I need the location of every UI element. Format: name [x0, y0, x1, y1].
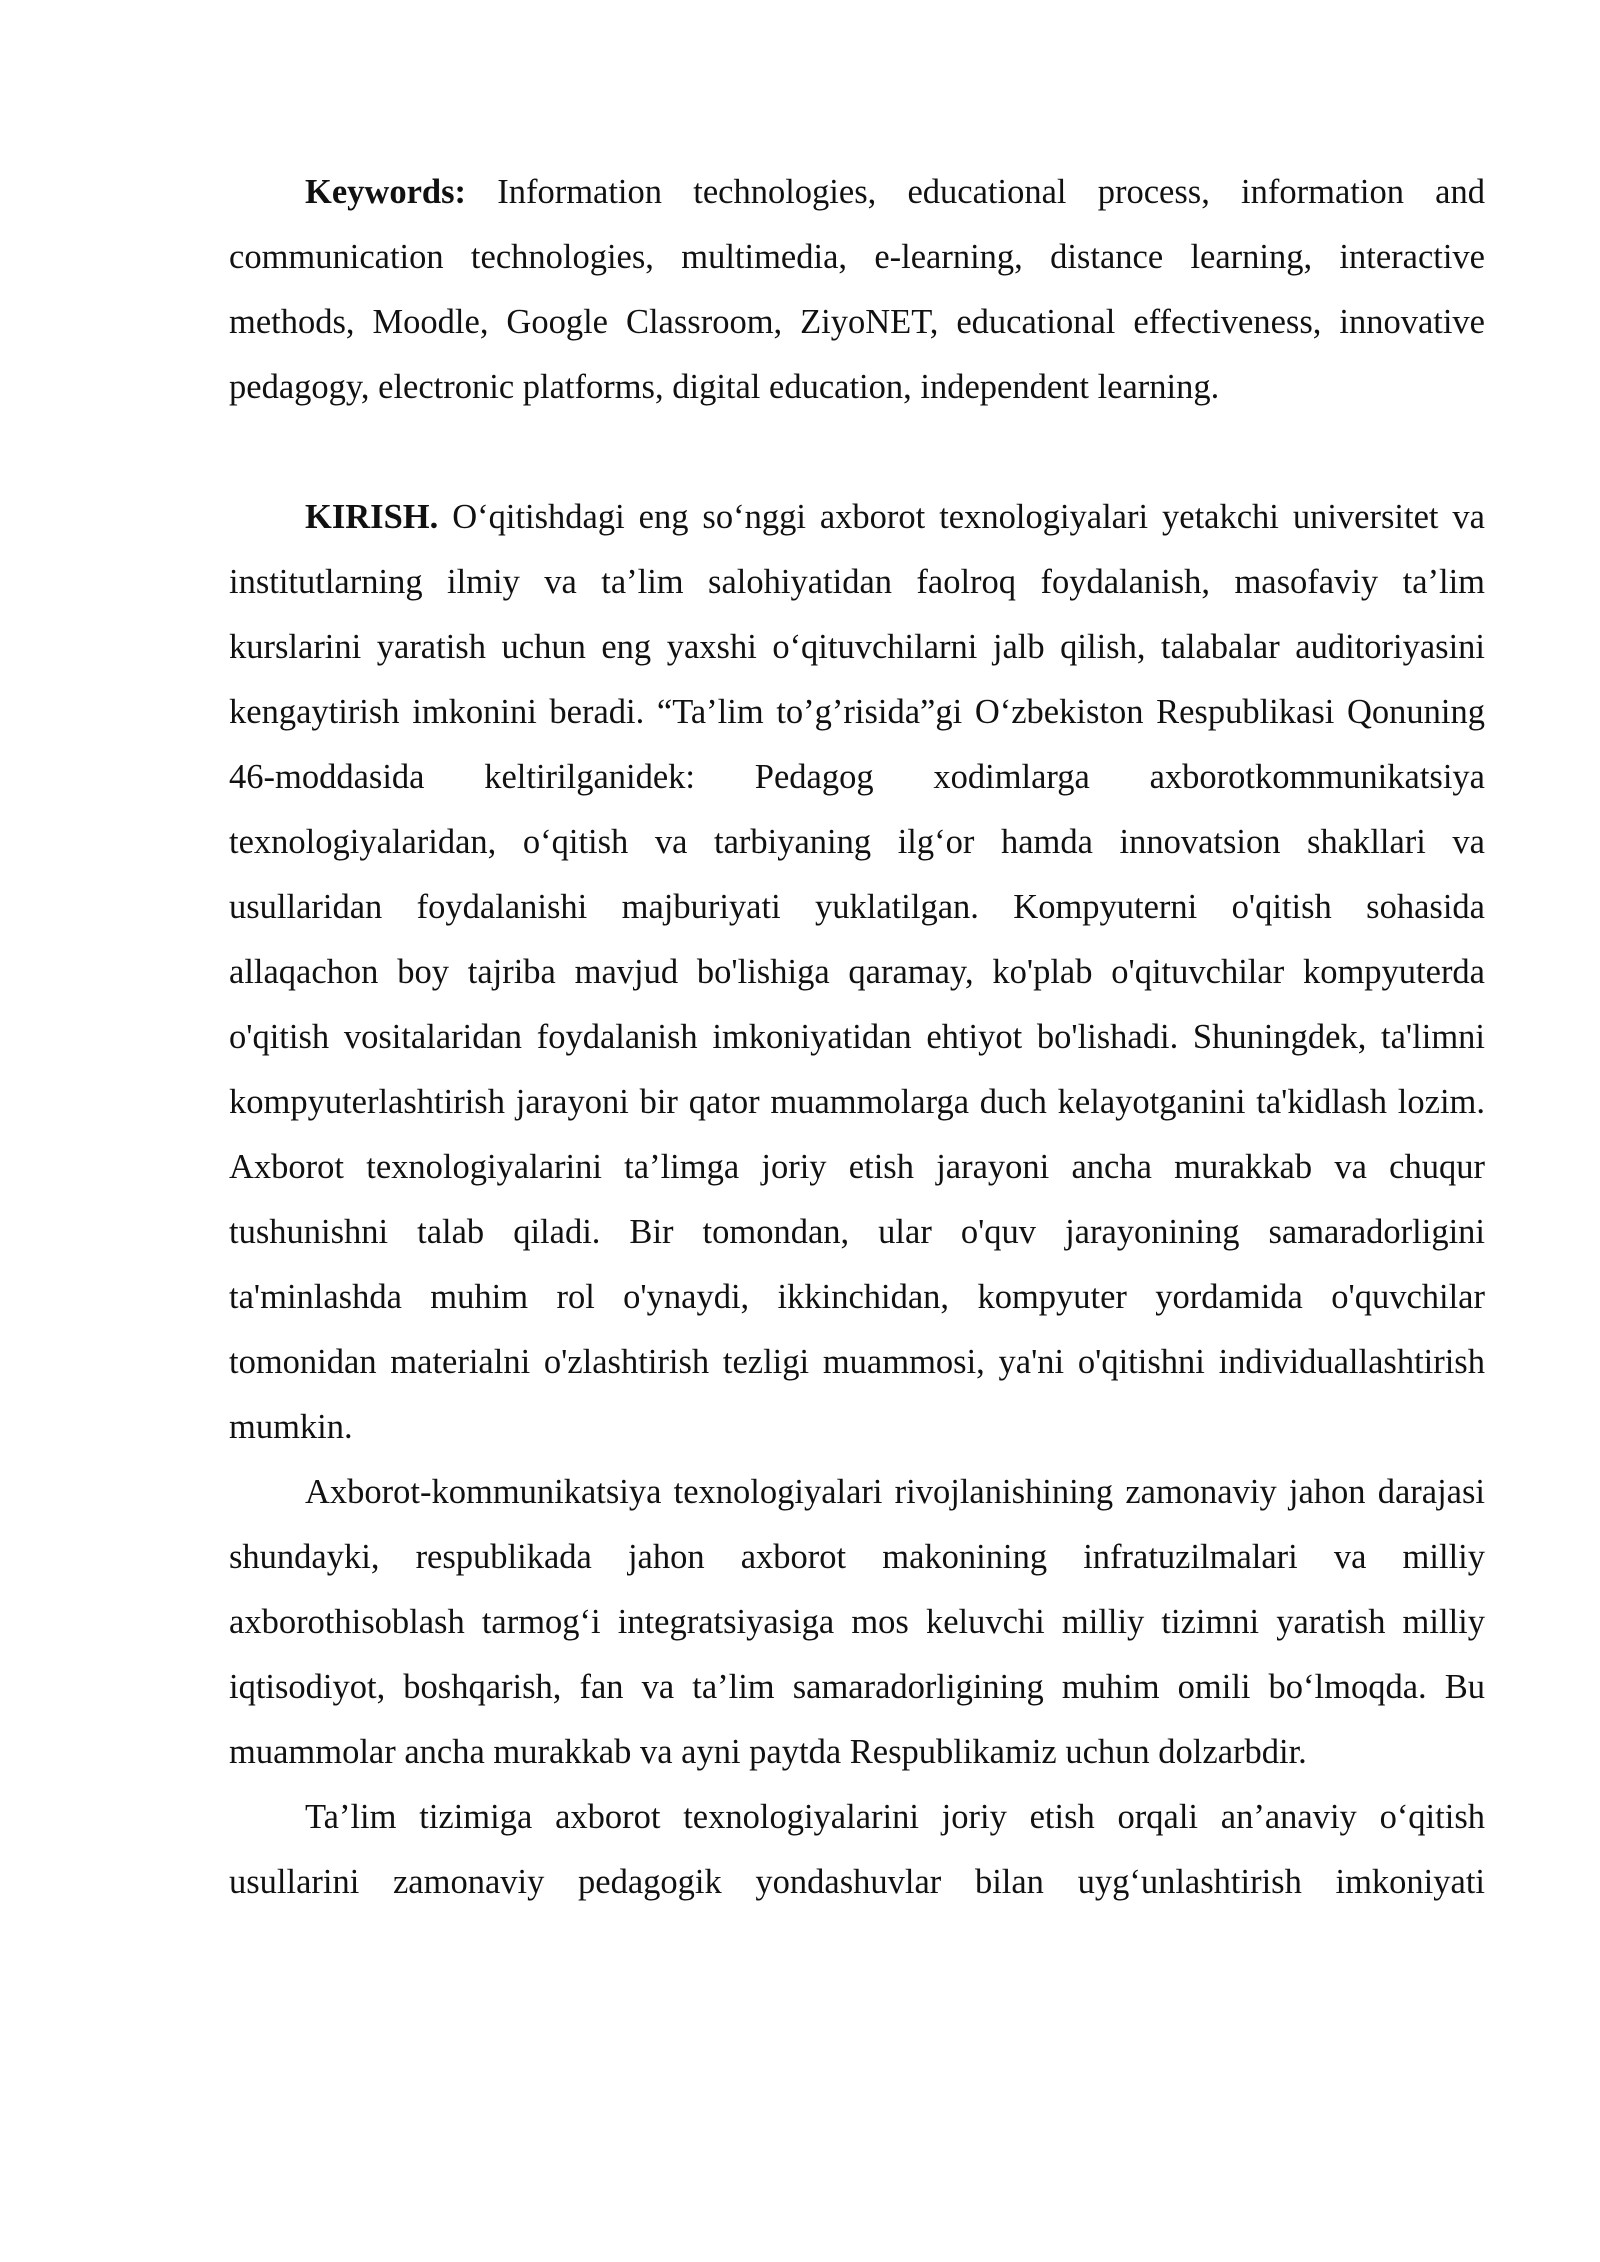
keywords-text: Information technologies, educational process, information and communication technologies, multimedia, e-learning, distance learning, interactive methods, Moodle, Google Classroom, ZiyoNET, educational effectiveness, innovative pedagogy, electronic platforms, digital education, independent learning.: [229, 173, 1485, 406]
document-body: [229, 160, 1485, 1915]
intro-heading: KIRISH.: [305, 498, 439, 536]
body-paragraph-3: Ta’lim tizimiga axborot texnologiyalarini joriy etish orqali an’anaviy o‘qitish usullarini zamonaviy pedagogik yondashuvlar bilan uyg‘unlashtirish imkoniyati: [229, 1798, 1485, 1901]
body-paragraph-2: Axborot-kommunikatsiya texnologiyalari rivojlanishining zamonaviy jahon darajasi shundayki, respublikada jahon axborot makonining infratuzilmalari va milliy axborothisoblash tarmog‘i integratsiyasiga mos keluvchi milliy tizimni yaratish milliy iqtisodiyot, boshqarish, fan va ta’lim samaradorligining muhim omili bo‘lmoqda. Bu muammolar ancha murakkab va ayni paytda Respublikamiz uchun dolzarbdir.: [229, 1473, 1485, 1771]
intro-text: O‘qitishdagi eng so‘nggi axborot texnologiyalari yetakchi universitet va institutlarning ilmiy va ta’lim salohiyatidan faolroq foydalanish, masofaviy ta’lim kurslarini yaratish uchun eng yaxshi o‘qituvchilarni jalb qilish, talabalar auditoriyasini kengaytirish imkonini beradi. “Ta’lim to’g’risida”gi O‘zbekiston Respublikasi Qonuning 46-moddasida keltirilganidek: Pedagog xodimlarga axborotkommunikatsiya texnologiyalaridan, o‘qitish va tarbiyaning ilg‘or hamda innovatsion shakllari va usullaridan foydalanishi majburiyati yuklatilgan. Kompyuterni o'qitish sohasida allaqachon boy tajriba mavjud bo'lishiga qaramay, ko'plab o'qituvchilar kompyuterda o'qitish vositalaridan foydalanish imkoniyatidan ehtiyot bo'lishadi. Shuningdek, ta'limni kompyuterlashtirish jarayoni bir qator muammolarga duch kelayotganini ta'kidlash lozim. Axborot texnologiyalarini ta’limga joriy etish jarayoni ancha murakkab va chuqur tushunishni talab qiladi. Bir tomondan, ular o'quv jarayonining samaradorligini ta'minlashda muhim rol o'ynaydi, ikkinchidan, kompyuter yordamida o'quvchilar tomonidan materialni o'zlashtirish tezligi muammosi, ya'ni o'qitishni individuallashtirish mumkin.: [229, 498, 1485, 1446]
keywords-label: Keywords:: [305, 173, 466, 211]
intro-paragraph: [229, 485, 1485, 1460]
keywords-paragraph: [229, 160, 1485, 420]
